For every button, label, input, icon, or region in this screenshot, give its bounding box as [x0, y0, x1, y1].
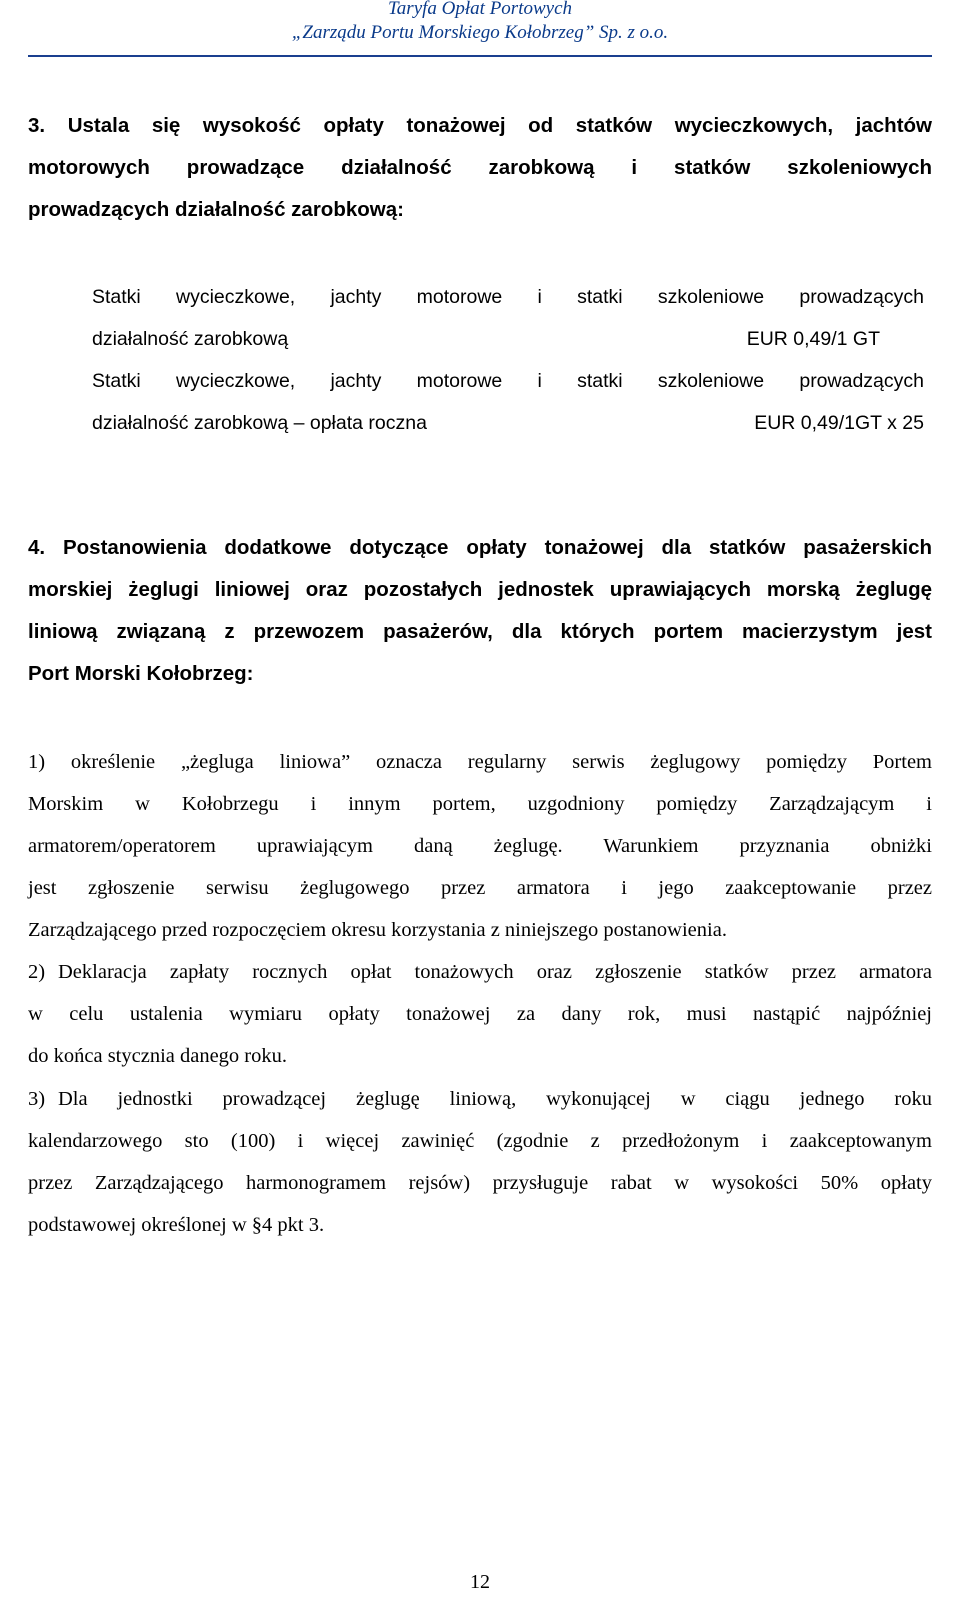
- rate-description: Statki wycieczkowe, jachty motorowe i statki szkoleniowe prowadzących: [92, 286, 924, 308]
- section-4-line: 4. Postanowienia dodatkowe dotyczące opłaty tonażowej dla statków pasażerskich: [28, 536, 932, 559]
- rate-description-cont: działalność zarobkową – opłata roczna: [92, 412, 427, 434]
- list-item-line: podstawowej określonej w §4 pkt 3.: [28, 1214, 325, 1236]
- list-item-body: [58, 951, 932, 993]
- section-4-heading: [28, 527, 932, 695]
- list-item-line: Zarządzającego przed rozpoczęciem okresu korzystania z niniejszego postanowienia.: [28, 919, 727, 941]
- section-3-line: 3. Ustala się wysokość opłaty tonażowej od statków wycieczkowych, jachtów: [28, 114, 932, 137]
- section-3-line: motorowych prowadzące działalność zarobkową i statków szkoleniowych: [28, 156, 932, 179]
- rate-amount: EUR 0,49/1 GT: [746, 328, 880, 350]
- page-number: 12: [470, 1571, 490, 1593]
- list-item-body: [58, 1078, 932, 1120]
- list-item-number: 3): [28, 1088, 46, 1110]
- list-item-text: Morskim w Kołobrzegu i innym portem, uzgodniony pomiędzy Zarządzającym i: [28, 793, 932, 815]
- list-item-line: jest zgłoszenie serwisu żeglugowego przez armatora i jego zaakceptowanie przez: [28, 877, 932, 899]
- list-item-number: 2): [28, 961, 46, 983]
- rates-list: [92, 276, 924, 444]
- list-item-line: Dla jednostki prowadzącej żeglugę liniową, wykonującej w ciągu jednego roku: [58, 1088, 932, 1110]
- list-item-line: Deklaracja zapłaty rocznych opłat tonażowych oraz zgłoszenie statków przez armatora: [58, 961, 932, 983]
- header-divider: [28, 55, 932, 57]
- rate-description-cont: działalność zarobkową: [92, 328, 289, 350]
- list-item-line: przez Zarządzającego harmonogramem rejsów) przysługuje rabat w wysokości 50% opłaty: [28, 1172, 932, 1194]
- rate-amount: EUR 0,49/1GT x 25: [754, 412, 924, 434]
- list-item-body: [28, 1120, 932, 1246]
- list-item-body: [28, 741, 932, 951]
- list-item-line: [28, 783, 932, 825]
- list-item-line: kalendarzowego sto (100) i więcej zawinięć (zgodnie z przedłożonym i zaakceptowanym: [28, 1130, 932, 1152]
- section-4-line: Port Morski Kołobrzeg:: [28, 662, 254, 685]
- section-4-line: liniową związaną z przewozem pasażerów, dla których portem macierzystym jest: [28, 620, 932, 643]
- list-item-line: do końca stycznia danego roku.: [28, 1045, 288, 1067]
- header-title: Taryfa Opłat Portowych: [387, 0, 573, 19]
- section-3-heading: [28, 105, 932, 231]
- rate-row: [92, 276, 924, 360]
- list-item-line: armatorem/operatorem uprawiającym daną żeglugę. Warunkiem przyznania obniżki: [28, 835, 932, 857]
- section-3-line: prowadzących działalność zarobkową:: [28, 198, 404, 221]
- page-header: [0, 0, 960, 45]
- section-4-line: morskiej żeglugi liniowej oraz pozostałych jednostek uprawiających morską żeglugę: [28, 578, 932, 601]
- rate-row: [92, 360, 924, 444]
- header-subtitle: „Zarządu Portu Morskiego Kołobrzeg” Sp. z o.o.: [291, 22, 669, 43]
- rate-description: Statki wycieczkowe, jachty motorowe i statki szkoleniowe prowadzących: [92, 370, 924, 392]
- list-item-line: w celu ustalenia wymiaru opłaty tonażowej za dany rok, musi nastąpić najpóźniej: [28, 1003, 932, 1025]
- list-item-body: [28, 993, 932, 1077]
- list-item-line: 1) określenie „żegluga liniowa” oznacza regularny serwis żeglugowy pomiędzy Portem: [28, 751, 932, 773]
